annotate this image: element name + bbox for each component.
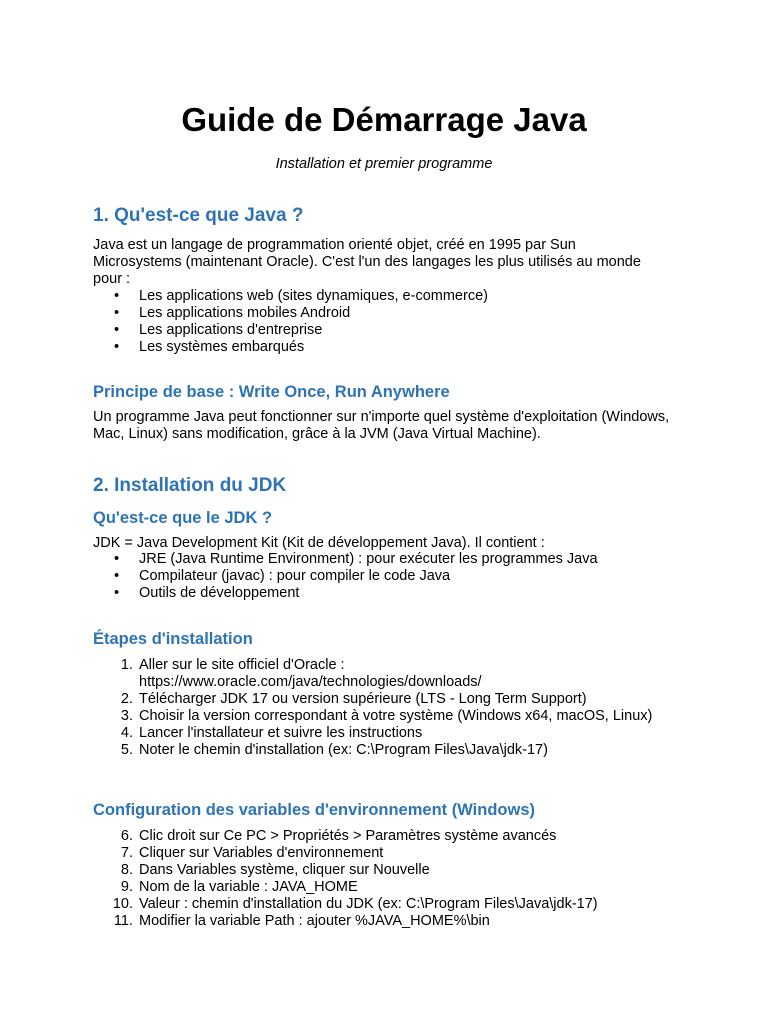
list-item: 4. Lancer l'installateur et suivre les instructions — [120, 725, 423, 741]
list-item: 8. Dans Variables système, cliquer sur Nouvelle — [120, 862, 430, 878]
bullet-icon: • — [114, 305, 120, 321]
jdk-heading: Qu'est-ce que le JDK ? — [93, 509, 273, 527]
config-heading: Configuration des variables d'environnement (Windows) — [93, 801, 535, 819]
list-item: 11. Modifier la variable Path : ajouter %JAVA_HOME%\bin — [113, 913, 490, 929]
section-1-intro: Java est un langage de programmation orienté objet, créé en 1995 par Sun Microsystems (maintenant Oracle). C'est l'un des langages les plus utilisés au monde pour : — [93, 237, 641, 287]
bullet-icon: • — [114, 339, 120, 355]
list-item: • Compilateur (javac) : pour compiler le code Java — [114, 568, 451, 584]
document-title: Guide de Démarrage Java — [181, 101, 587, 138]
bullet-icon: • — [114, 322, 120, 338]
list-item: 6. Clic droit sur Ce PC > Propriétés > Paramètres système avancés — [120, 828, 557, 844]
bullet-icon: • — [114, 551, 120, 567]
list-item: • Les applications d'entreprise — [114, 322, 323, 338]
list-item: 3. Choisir la version correspondant à votre système (Windows x64, macOS, Linux) — [120, 708, 653, 724]
bullet-icon: • — [114, 288, 120, 304]
list-item: 5. Noter le chemin d'installation (ex: C:\Program Files\Java\jdk-17) — [120, 742, 548, 758]
list-item: • JRE (Java Runtime Environment) : pour exécuter les programmes Java — [114, 551, 598, 567]
list-item: • Outils de développement — [114, 585, 300, 601]
principle-text: Un programme Java peut fonctionner sur n'importe quel système d'exploitation (Windows, Mac, Linux) sans modification, grâce à la JVM (Java Virtual Machine). — [93, 409, 670, 442]
bullet-icon: • — [114, 568, 120, 584]
list-item: • Les applications web (sites dynamiques, e-commerce) — [114, 288, 488, 304]
section-1-heading: 1. Qu'est-ce que Java ? — [93, 205, 304, 226]
list-item: 9. Nom de la variable : JAVA_HOME — [120, 879, 358, 895]
list-item: • Les applications mobiles Android — [114, 305, 351, 321]
steps-list — [93, 657, 659, 759]
principle-heading: Principe de base : Write Once, Run Anywhere — [93, 383, 450, 401]
document-subtitle: Installation et premier programme — [275, 156, 493, 172]
list-item: • Les systèmes embarqués — [114, 339, 305, 355]
list-item: 10. Valeur : chemin d'installation du JDK (ex: C:\Program Files\Java\jdk-17) — [112, 896, 598, 912]
jdk-intro: JDK = Java Development Kit (Kit de développement Java). Il contient : — [93, 535, 545, 551]
jdk-list — [93, 551, 659, 602]
list-item: 7. Cliquer sur Variables d'environnement — [120, 845, 384, 861]
section-1-list — [93, 288, 659, 356]
section-2-heading: 2. Installation du JDK — [93, 475, 287, 496]
config-steps-list — [93, 828, 699, 930]
steps-heading: Étapes d'installation — [93, 630, 253, 648]
list-item: 2. Télécharger JDK 17 ou version supérieure (LTS - Long Term Support) — [120, 691, 587, 707]
list-item: 1. Aller sur le site officiel d'Oracle : https://www.oracle.com/java/technologies/downloads/ — [120, 657, 482, 690]
bullet-icon: • — [114, 585, 120, 601]
